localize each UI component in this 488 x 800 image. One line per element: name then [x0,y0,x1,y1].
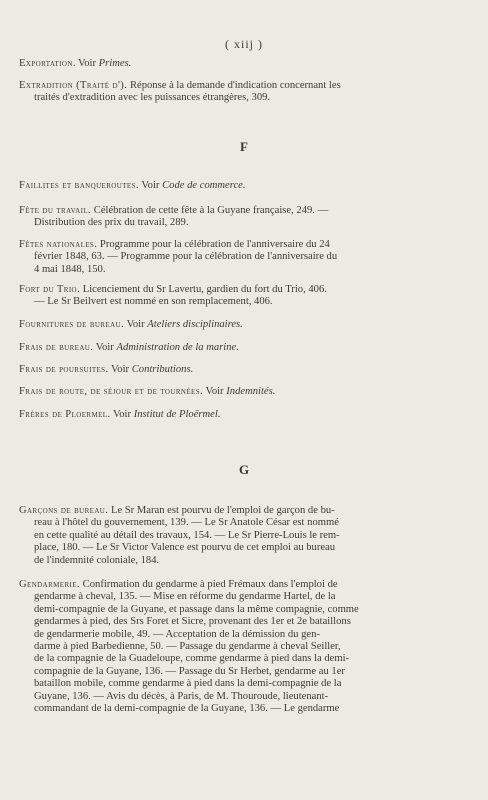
page-number: ( xiij ) [225,37,263,51]
entry-heading: Fête du travail. [19,205,92,216]
entry-text: de la compagnie de la Guadeloupe, comme gendarme à pied dans la demi- [34,653,350,665]
entry-heading: Frères de Ploermel. [19,409,111,420]
entry-text: demi-compagnie de la Guyane, et passage dans la même compagnie, comme [34,603,359,615]
entry-fort-du-trio [19,284,471,309]
entry-heading: Fort du Trio. [19,284,81,295]
entry-garcons-de-bureau [19,505,471,567]
cross-reference: Indemnités. [226,386,276,397]
section-letter-f: F [240,139,248,154]
entry-fournitures [19,319,471,331]
entry-text: darme à pied Barbedienne, 50. — Passage du gendarme à cheval Seiller, [34,641,341,653]
entry-heading: Frais de bureau. [19,342,94,353]
see-label: Voir [141,180,160,191]
entry-text: Le Sr Maran est pourvu de l'emploi de garçon de bu- [110,505,335,516]
entry-heading: Fêtes nationales. [19,239,98,250]
entry-frais-de-poursuites [19,364,471,376]
see-label: Voir [110,364,130,375]
entry-text: commandant de la demi-compagnie de la Guyane, 136. — Le gendarme [34,703,340,715]
entry-fete-du-travail [19,205,471,230]
entry-gendarmerie [19,579,471,715]
entry-exportation: Exportation. Voir Primes. [19,58,132,69]
entry-text: Licenciement du Sr Lavertu, gardien du fort du Trio, 406. [82,284,327,295]
entry-text: de l'indemnité coloniale, 184. [34,554,160,566]
section-letter-g: G [238,462,250,477]
entry-text: gendarmes à pied, des Srs Foret et Sicre, provenant des 1er et 2e bataillons [34,616,351,628]
entry-text: gendarme à cheval, 135. — Mise en réforme du gendarme Hartel, de la [34,591,336,603]
entry-text: traités d'extradition avec les puissances étrangères, 309. [34,92,271,104]
entry-heading: Fournitures de bureau. [19,319,125,330]
entry-text: février 1848, 63. — Programme pour la célébration de l'anniversaire du [34,251,338,263]
entry-text: 4 mai 1848, 150. [34,263,106,275]
entry-text: de gendarmerie mobile, 49. — Acceptation de la démission du gen- [34,628,320,640]
entry-heading: Garçons de bureau. [19,505,109,516]
cross-reference: Code de commerce. [162,180,246,191]
see-label: Voir [112,409,132,420]
entry-frais-de-route [19,386,471,398]
entry-text: reau à l'hôtel du gouvernement, 139. — Le Sr Anatole César est nommé [34,517,339,529]
entry-faillites [19,180,471,192]
cross-reference: Institut de Ploërmel. [133,409,221,420]
entry-heading: Gendarmerie. [19,579,80,590]
entry-text: Guyane, 136. — Avis du décès, à Paris, de M. Thouroude, lieutenant- [34,690,329,702]
cross-reference: Ateliers disciplinaires. [147,319,243,330]
entry-text: Confirmation du gendarme à pied Frémaux dans l'emploi de [82,579,338,590]
entry-text: place, 180. — Le Sr Victor Valence est pourvu de cet emploi au bureau [34,542,336,554]
entry-text: Programme pour la célébration de l'anniversaire du 24 [99,239,330,250]
entry-frais-de-bureau [19,342,471,354]
cross-reference: Primes. [98,58,132,69]
entry-text: en cette qualité au détail des travaux, 154. — Le Sr Pierre-Louis le rem- [34,529,340,541]
see-label: Voir [95,342,114,353]
entry-text: Distribution des prix du travail, 289. [34,217,189,229]
cross-reference: Administration de la marine. [116,342,239,353]
entry-heading: Extradition (Traité d'). [19,80,128,91]
see-label: Voir [126,319,145,330]
entry-text: compagnie de la Guyane, 136. — Passage du Sr Herbet, gendarme au 1er [34,665,345,677]
cross-reference: Contributions. [131,364,194,375]
entry-heading: Exportation [19,58,73,69]
entry-fetes-nationales [19,239,471,276]
see-label: Voir [205,386,224,397]
entry-heading: Faillites et banqueroutes. [19,180,139,191]
see-label: Voir [77,58,97,69]
entry-heading: Frais de route, de séjour et de tournées. [19,386,204,397]
entry-heading: Frais de poursuites. [19,364,109,375]
entry-text: bataillon mobile, comme gendarme à pied dans la demi-compagnie de la [34,678,342,690]
entry-text: — Le Sr Beilvert est nommé en son remplacement, 406. [34,296,273,308]
entry-extradition [19,80,471,105]
entry-text: Réponse à la demande d'indication concernant les [129,80,341,91]
entry-text: Célébration de cette fête à la Guyane française, 249. — [93,205,329,216]
entry-freres-de-ploermel [19,409,471,421]
